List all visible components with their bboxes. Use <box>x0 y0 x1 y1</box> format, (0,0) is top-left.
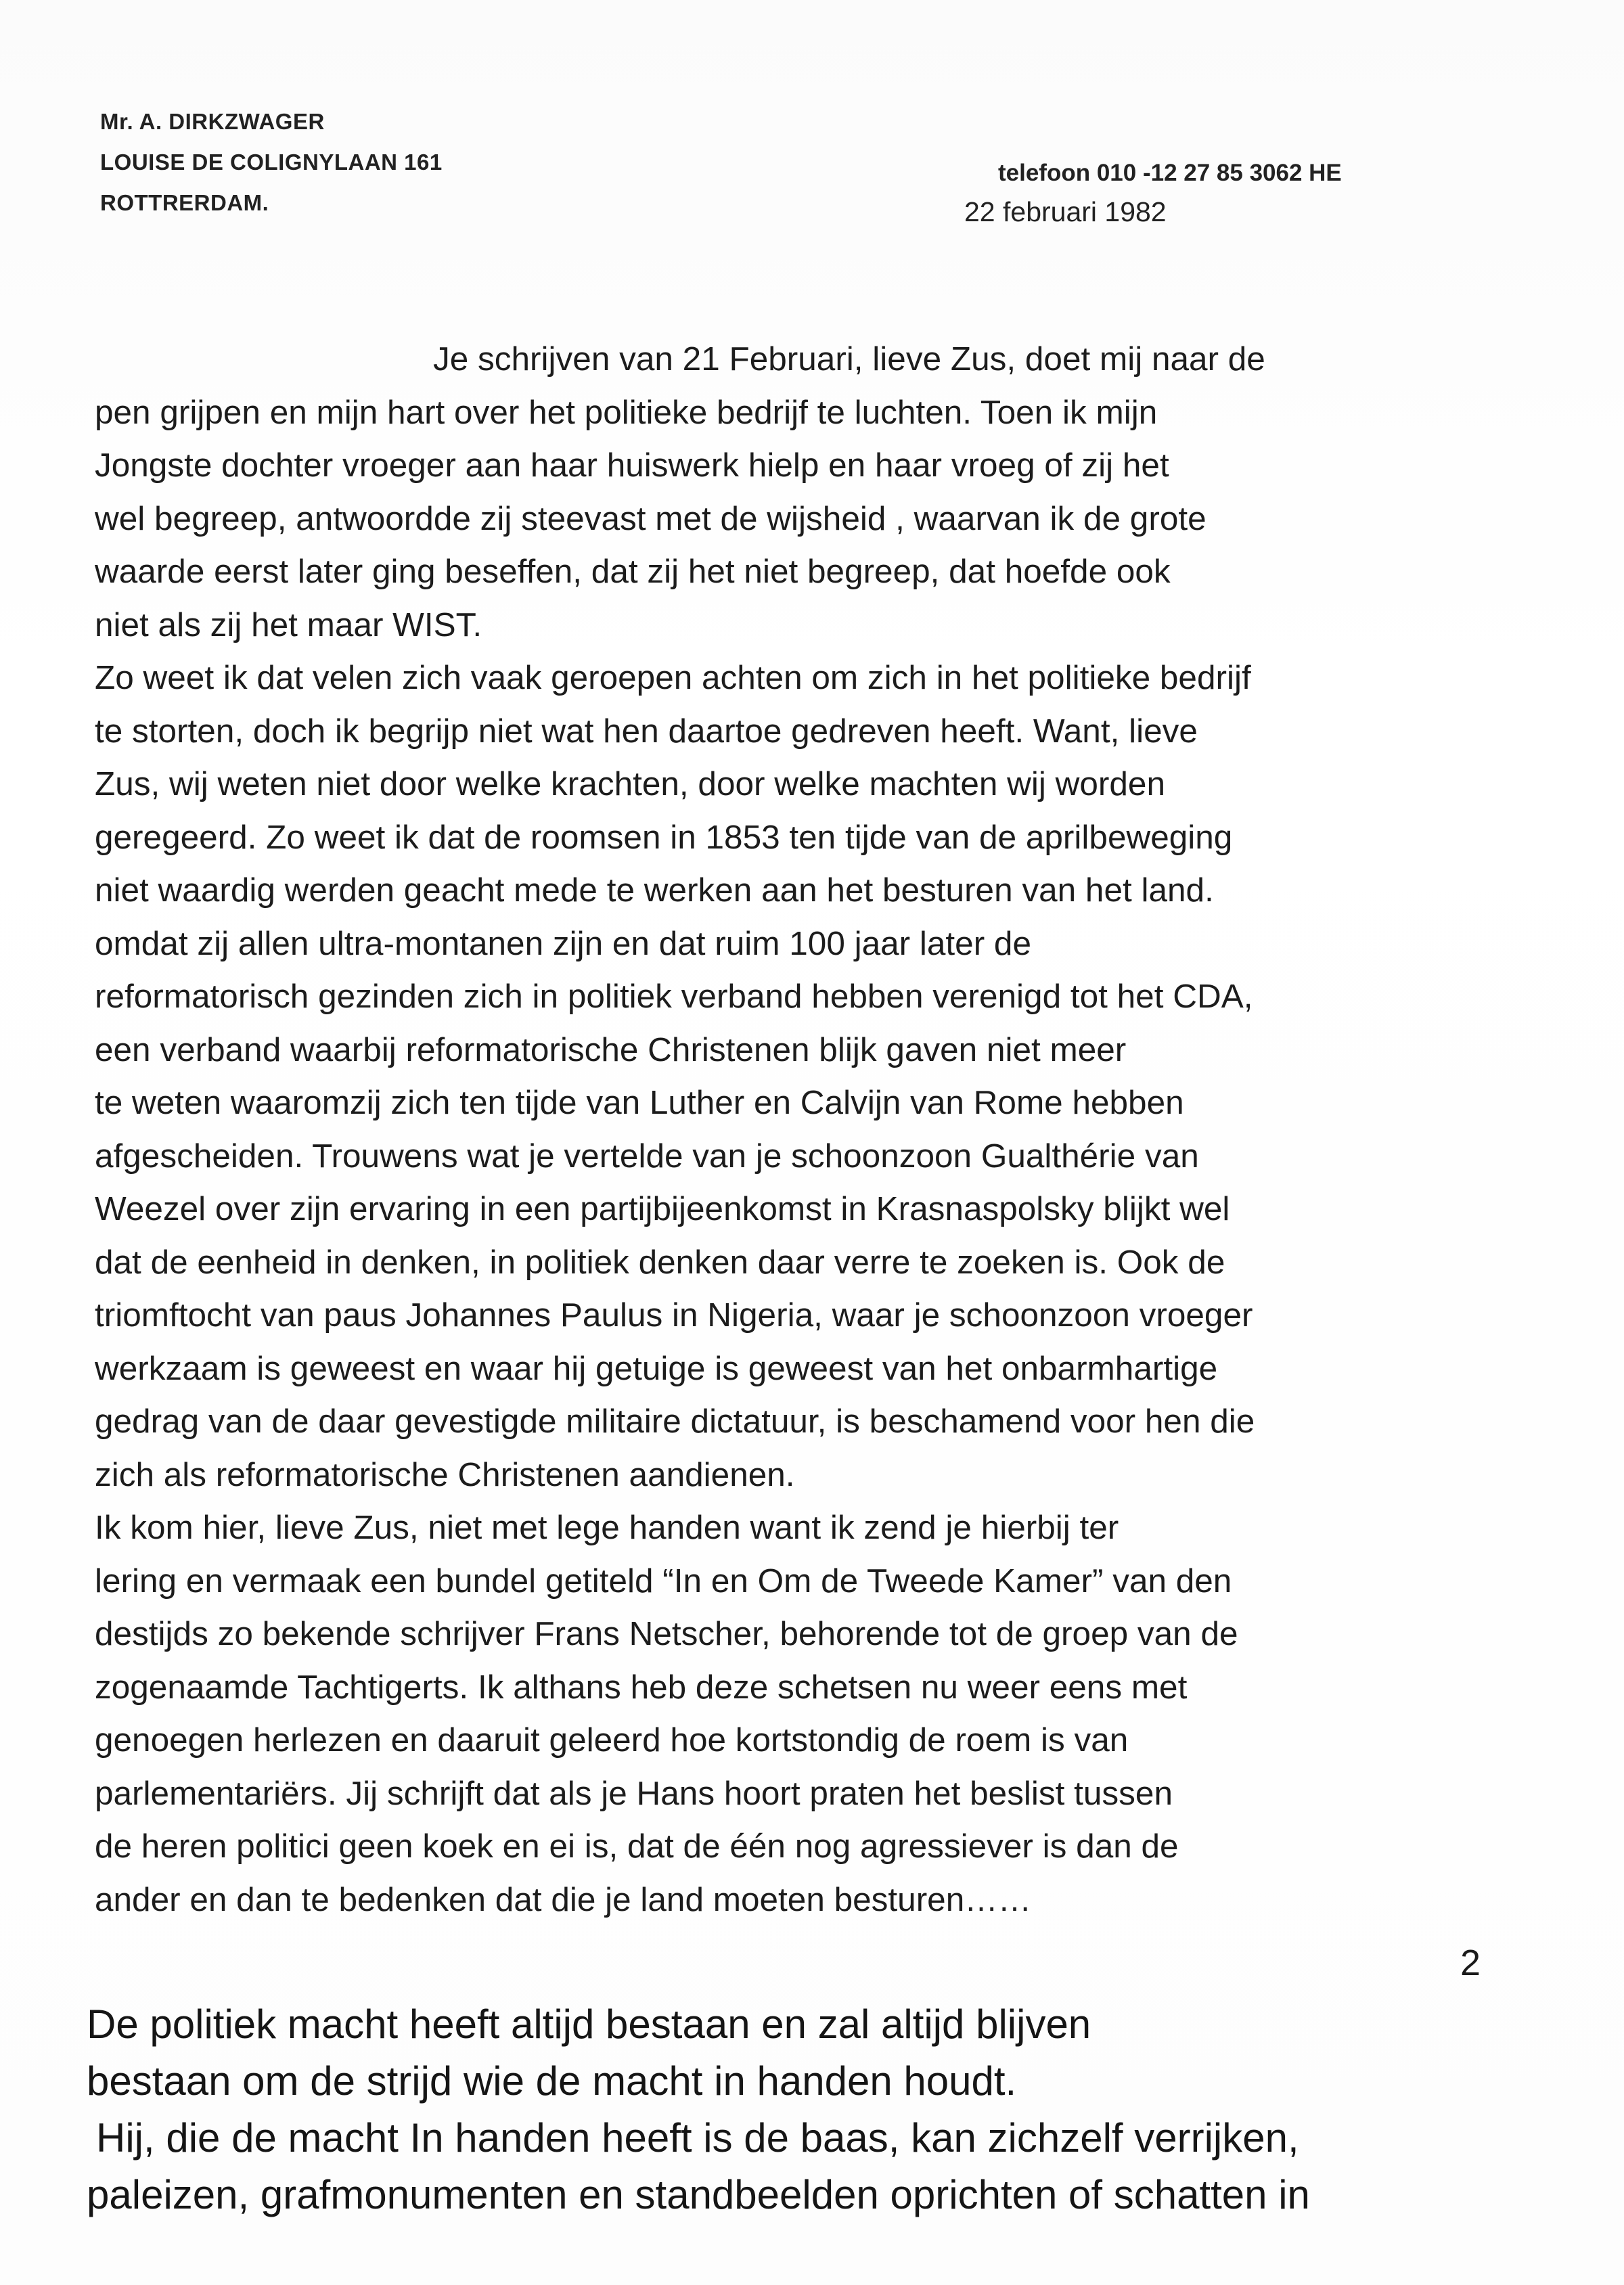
sender-city: ROTTRERDAM. <box>100 190 269 215</box>
phone-postcode-line: telefoon 010 -12 27 85 3062 HE <box>998 160 1342 186</box>
letter-date: 22 februari 1982 <box>964 196 1167 227</box>
page2-line: paleizen, grafmonumenten en standbeelden oprichten of schatten in <box>87 2172 1310 2217</box>
body-line: een verband waarbij reformatorische Christenen blijk gaven niet meer <box>95 1031 1127 1068</box>
body-line: Weezel over zijn ervaring in een partijbijeenkomst in Krasnaspolsky blijkt wel <box>95 1190 1230 1227</box>
body-line: lering en vermaak een bundel getiteld “In en Om de Tweede Kamer” van den <box>95 1562 1232 1600</box>
body-line: de heren politici geen koek en ei is, dat de één nog agressiever is dan de <box>95 1828 1179 1865</box>
body-line: parlementariërs. Jij schrijft dat als je Hans hoort praten het beslist tussen <box>95 1774 1173 1812</box>
body-line: Jongste dochter vroeger aan haar huiswerk hielp en haar vroeg of zij het <box>95 447 1169 484</box>
body-line: Je schrijven van 21 Februari, lieve Zus, doet mij naar de <box>433 340 1265 378</box>
page2-line: De politiek macht heeft altijd bestaan en zal altijd blijven <box>87 2001 1091 2047</box>
body-line: niet waardig werden geacht mede te werken aan het besturen van het land. <box>95 872 1214 909</box>
page2-line: bestaan om de strijd wie de macht in handen houdt. <box>87 2058 1017 2104</box>
body-line: afgescheiden. Trouwens wat je vertelde van je schoonzoon Gualthérie van <box>95 1137 1199 1175</box>
body-line: genoegen herlezen en daaruit geleerd hoe kortstondig de roem is van <box>95 1721 1129 1759</box>
body-line: gedrag van de daar gevestigde militaire dictatuur, is beschamend voor hen die <box>95 1403 1255 1440</box>
body-line: omdat zij allen ultra-montanen zijn en dat ruim 100 jaar later de <box>95 924 1031 962</box>
body-line: waarde eerst later ging beseffen, dat zij het niet begreep, dat hoefde ook <box>95 553 1171 590</box>
body-line: zich als reformatorische Christenen aandienen. <box>95 1455 795 1493</box>
body-line: geregeerd. Zo weet ik dat de roomsen in 1853 ten tijde van de aprilbeweging <box>95 818 1233 856</box>
sender-street: LOUISE DE COLIGNYLAAN 161 <box>100 150 443 175</box>
body-line: Zus, wij weten niet door welke krachten, door welke machten wij worden <box>95 765 1165 802</box>
body-line: wel begreep, antwoordde zij steevast met de wijsheid , waarvan ik de grote <box>95 499 1206 537</box>
body-line: reformatorisch gezinden zich in politiek verband hebben verenigd tot het CDA, <box>95 978 1253 1015</box>
body-line: Zo weet ik dat velen zich vaak geroepen achten om zich in het politieke bedrijf <box>95 659 1251 696</box>
body-line: destijds zo bekende schrijver Frans Netscher, behorende tot de groep van de <box>95 1615 1238 1652</box>
body-line: dat de eenheid in denken, in politiek denken daar verre te zoeken is. Ook de <box>95 1243 1225 1281</box>
page-two-text <box>87 1996 1575 2223</box>
letter-body <box>95 333 1536 1926</box>
body-line: triomftocht van paus Johannes Paulus in Nigeria, waar je schoonzoon vroeger <box>95 1296 1253 1334</box>
body-line: te storten, doch ik begrijp niet wat hen daartoe gedreven heeft. Want, lieve <box>95 712 1198 750</box>
page-number: 2 <box>1460 1943 1481 1983</box>
body-line: zogenaamde Tachtigerts. Ik althans heb deze schetsen nu weer eens met <box>95 1668 1188 1706</box>
sender-name: Mr. A. DIRKZWAGER <box>100 109 325 134</box>
body-line: werkzaam is geweest en waar hij getuige is geweest van het onbarmhartige <box>95 1349 1218 1387</box>
body-line: ander en dan te bedenken dat die je land moeten besturen…… <box>95 1880 1032 1918</box>
body-line: niet als zij het maar WIST. <box>95 606 482 643</box>
sender-address-block <box>100 101 443 223</box>
body-line: te weten waaromzij zich ten tijde van Luther en Calvijn van Rome hebben <box>95 1084 1184 1121</box>
page2-line: Hij, die de macht In handen heeft is de baas, kan zichzelf verrijken, <box>96 2115 1299 2160</box>
body-line: Ik kom hier, lieve Zus, niet met lege handen want ik zend je hierbij ter <box>95 1509 1119 1546</box>
body-line: pen grijpen en mijn hart over het politieke bedrijf te luchten. Toen ik mijn <box>95 393 1158 431</box>
